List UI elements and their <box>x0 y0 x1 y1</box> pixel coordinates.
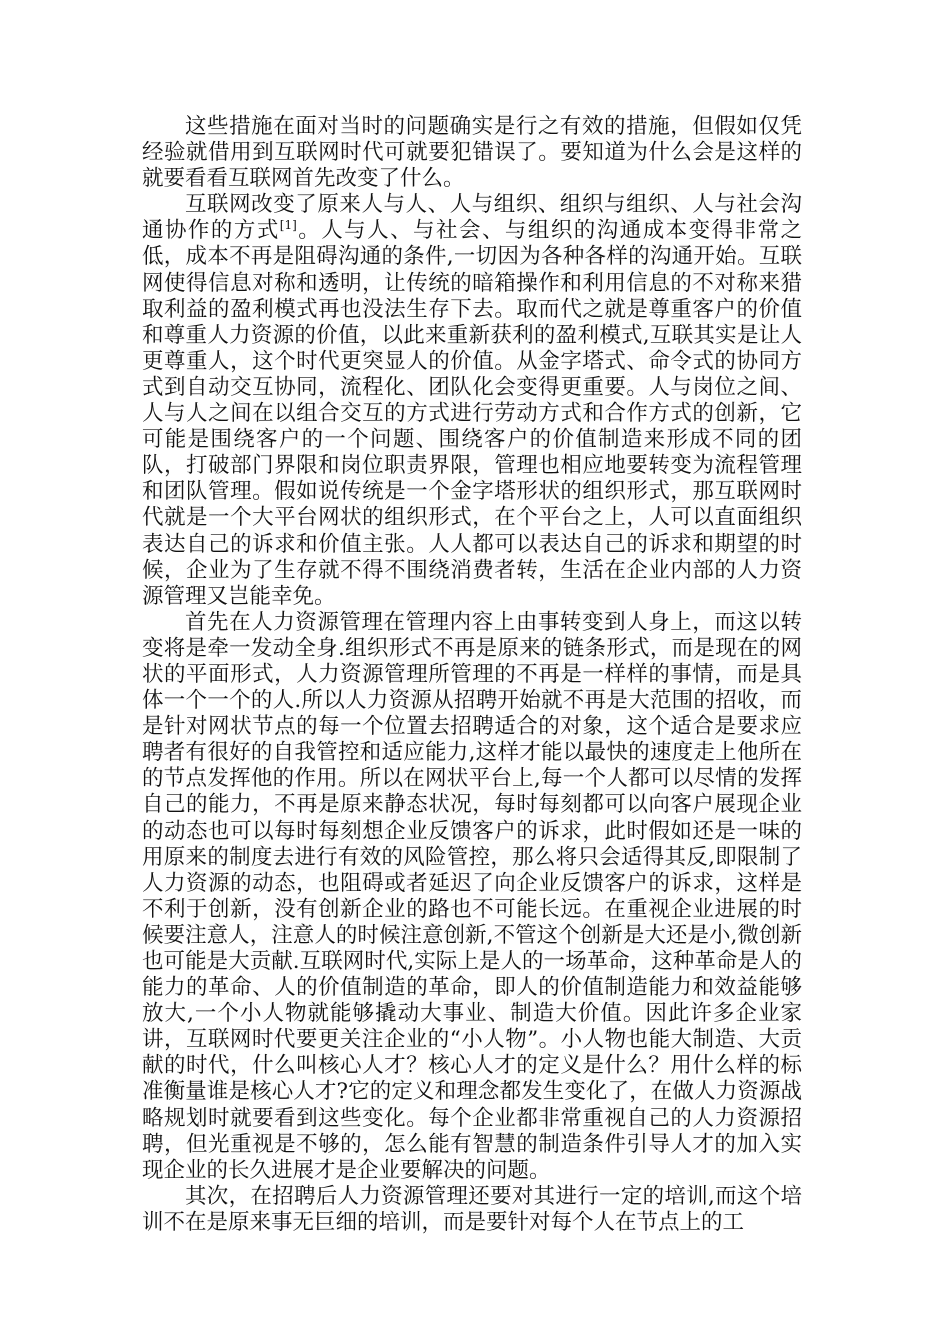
document-body <box>142 114 802 1236</box>
paragraph-2-text-before: 互联网改变了原来人与人、人与组织、组织与组织、人与社会沟通协作的方式 <box>142 192 802 244</box>
paragraph-4: 其次，在招聘后人力资源管理还要对其进行一定的培训,而这个培训不在是原来事无巨细的培训，而是要针对每个人在节点上的工 <box>142 1183 802 1235</box>
citation-marker: [1] <box>279 218 297 233</box>
paragraph-2-text-after: 。人与人、与社会、与组织的沟通成本变得非常之低，成本不再是阻碍沟通的条件,一切因为各种各样的沟通开始。互联网使得信息对称和透明，让传统的暗箱操作和利用信息的不对称来猎取利益的盈利模式再也没法生存下去。取而代之就是尊重客户的价值和尊重人力资源的价值，以此来重新获利的盈利模式,互联其实是让人更尊重人，这个时代更突显人的价值。从金字塔式、命令式的协同方式到自动交互协同，流程化、团队化会变得更重要。人与岗位之间、人与人之间在以组合交互的方式进行劳动方式和合作方式的创新，它可能是围绕客户的一个问题、围绕客户的价值制造来形成不同的团队，打破部门界限和岗位职责界限，管理也相应地要转变为流程管理和团队管理。假如说传统是一个金字塔形状的组织形式，那互联网时代就是一个大平台网状的组织形式，在个平台之上，人可以直面组织表达自己的诉求和价值主张。人人都可以表达自己的诉求和期望的时候，企业为了生存就不得不围绕消费者转，生活在企业内部的人力资源管理又岂能幸免。 <box>142 218 802 609</box>
paragraph-2 <box>142 192 802 610</box>
paragraph-3: 首先在人力资源管理在管理内容上由事转变到人身上，而这以转变将是牵一发动全身.组织形式不再是原来的链条形式，而是现在的网状的平面形式，人力资源管理所管理的不再是一样样的事情，而是具体一个一个的人.所以人力资源从招聘开始就不再是大范围的招收，而是针对网状节点的每一个位置去招聘适合的对象，这个适合是要求应聘者有很好的自我管控和适应能力,这样才能以最快的速度走上他所在的节点发挥他的作用。所以在网状平台上,每一个人都可以尽情的发挥自己的能力，不再是原来静态状况，每时每刻都可以向客户展现企业的动态也可以每时每刻想企业反馈客户的诉求，此时假如还是一味的用原来的制度去进行有效的风险管控，那么将只会适得其反,即限制了人力资源的动态，也阻碍或者延迟了向企业反馈客户的诉求，这样是不利于创新，没有创新企业的路也不可能长远。在重视企业进展的时候要注意人，注意人的时候注意创新,不管这个创新是大还是小,微创新也可能是大贡献.互联网时代,实际上是人的一场革命，这种革命是人的能力的革命、人的价值制造的革命，即人的价值制造能力和效益能够放大,一个小人物就能够撬动大事业、制造大价值。因此许多企业家讲，互联网时代要更关注企业的“小人物”。小人物也能大制造、大贡献的时代，什么叫核心人才？核心人才的定义是什么？用什么样的标准衡量谁是核心人才?它的定义和理念都发生变化了，在做人力资源战略规划时就要看到这些变化。每个企业都非常重视自己的人力资源招聘，但光重视是不够的，怎么能有智慧的制造条件引导人才的加入实现企业的长久进展才是企业要解决的问题。 <box>142 609 802 1183</box>
paragraph-1: 这些措施在面对当时的问题确实是行之有效的措施，但假如仅凭经验就借用到互联网时代可就要犯错误了。要知道为什么会是这样的就要看看互联网首先改变了什么。 <box>142 114 802 192</box>
